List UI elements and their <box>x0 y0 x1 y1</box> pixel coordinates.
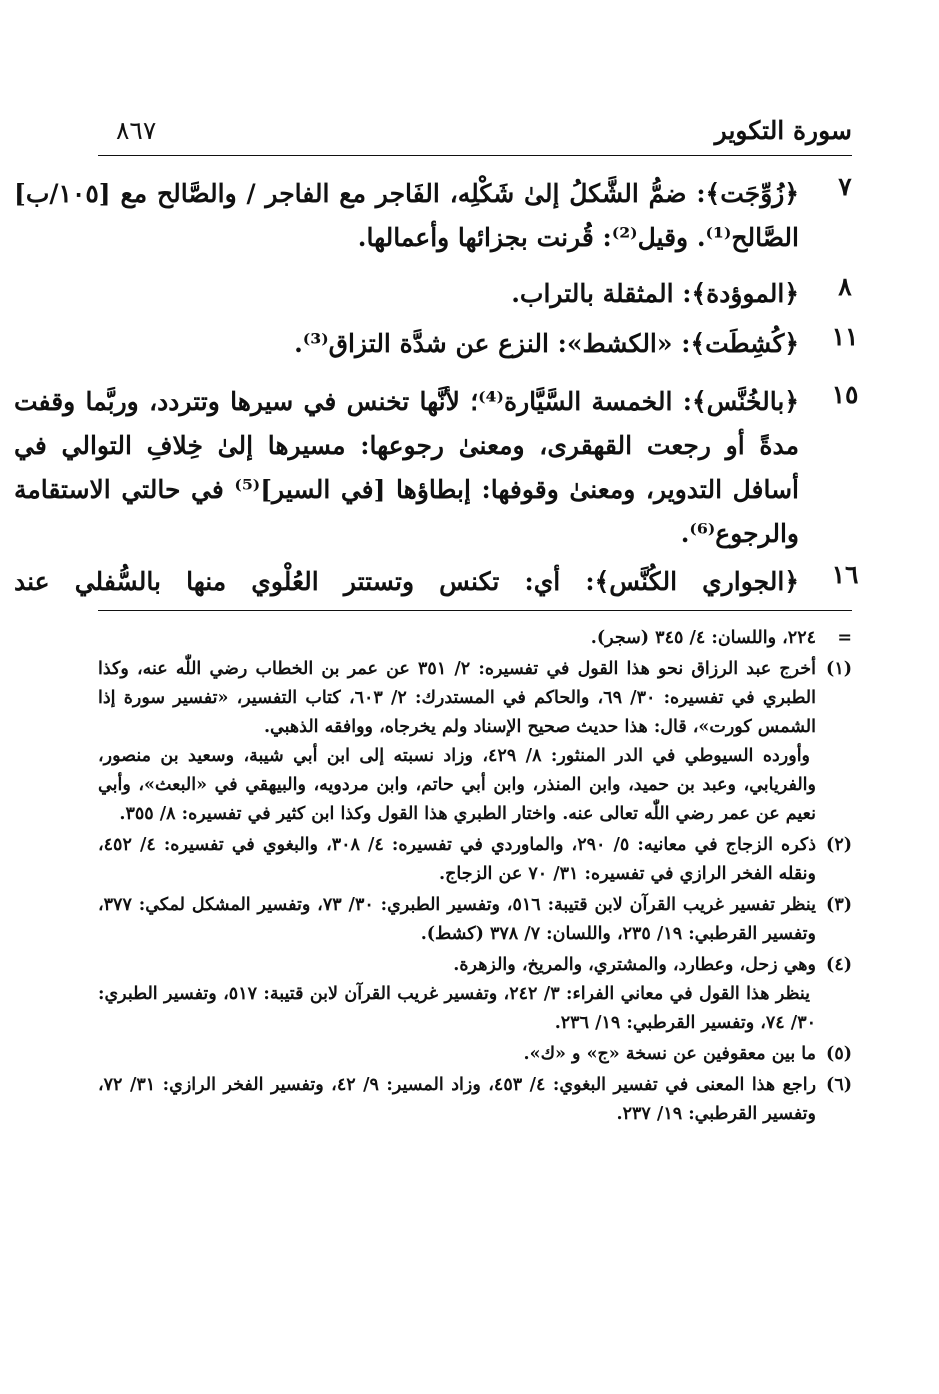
verse-entry-15 <box>14 380 859 556</box>
verse-entry-7 <box>14 172 859 260</box>
footnote-text: وأورده السيوطي في الدر المنثور: ٨/ ٤٢٩، وزاد نسبته إلى ابن أبي شيبة، وسعيد بن منصور، والفريابي، وعبد بن حميد، وابن المنذر، وابن أبي حاتم، وابن مردويه، والبيهقي في «البعث»، وأبي نعيم عن عمر رضي اللّٰه تعالى عنه. واختار الطبري هذا القول وكذا ابن كثير في تفسيره: ٨/ ٣٥٥. <box>98 746 816 824</box>
verse-commentary: ﴿بالخُنَّس﴾: الخمسة السَّيَّارة⁽⁴⁾؛ لأنَّها تخنس في سيرها وتتردد، وربَّما وقفت مدةً أو رجعت القهقرى، ومعنىٰ رجوعها: مسيرها إلىٰ خِلافِ التوالي في أسافل التدوير، ومعنىٰ وقوفها: إبطاؤها [في السير]⁽⁵⁾ في حالتي الاستقامة والرجوع⁽⁶⁾. <box>14 387 799 548</box>
footnote-2 <box>98 831 852 889</box>
footnote-3 <box>98 891 852 949</box>
header-divider <box>98 155 852 156</box>
footnote-text: ينظر تفسير غريب القرآن لابن قتيبة: ٥١٦، وتفسير الطبري: ٣٠/ ٧٣، وتفسير المشكل لمكي: ٣٧٧، وتفسير القرطبي: ١٩/ ٢٣٥، واللسان: ٧/ ٣٧٨ (كشط). <box>98 895 816 944</box>
verse-entry-16 <box>14 560 859 604</box>
verse-number: ١٦ <box>831 560 859 589</box>
verse-entry-11 <box>14 322 859 366</box>
verse-number: ٨ <box>838 272 852 301</box>
footnote-mark: = <box>837 628 852 648</box>
footnote-mark: (٤) <box>826 955 852 975</box>
footnote-text: ٢٢٤، واللسان: ٤/ ٣٤٥ (سجر). <box>590 628 816 648</box>
footnote-text: ذكره الزجاج في معانيه: ٥/ ٢٩٠، والماوردي في تفسيره: ٤/ ٣٠٨، والبغوي في تفسيره: ٤/ ٤٥٢، ونقله الفخر الرازي في تفسيره: ٣١/ ٧٠ عن الزجاج. <box>98 835 816 884</box>
footnote-text: راجع هذا المعنى في تفسير البغوي: ٤/ ٤٥٣، وزاد المسير: ٩/ ٤٢، وتفسير الفخر الرازي: ٣١/ ٧٢، وتفسير القرطبي: ١٩/ ٢٣٧. <box>98 1075 817 1124</box>
verse-number: ١٥ <box>831 380 859 409</box>
footnote-continued <box>98 624 852 653</box>
verse-commentary: ﴿الجواري الكُنَّس﴾: أي: تكنس وتستتر العُلْوي منها بالسُّفلي عند <box>14 567 799 596</box>
footnote-divider <box>98 610 852 611</box>
verse-number: ١١ <box>831 322 859 351</box>
footnote-mark: (٦) <box>826 1075 852 1095</box>
footnote-1 <box>98 655 852 829</box>
footnote-6 <box>98 1071 852 1129</box>
verse-commentary: ﴿الموؤدة﴾: المثقلة بالتراب. <box>511 279 799 308</box>
footnote-4 <box>98 951 852 1038</box>
verse-commentary: ﴿زُوِّجَت﴾: ضمُّ الشَّكلُ إلىٰ شَكْلِه، الفَاجر مع الفاجر / والصَّالح مع [١٠٥/ب] الصَّالح⁽¹⁾. وقيل⁽²⁾: قُرنت بجزائها وأعمالها. <box>14 179 799 252</box>
verse-commentary: ﴿كُشِطَت﴾: «الكشط»: النزع عن شدَّة التزاق⁽³⁾. <box>294 329 799 358</box>
verse-entry-8 <box>14 272 859 316</box>
footnote-5 <box>98 1040 852 1069</box>
footnote-text: ينظر هذا القول في معاني الفراء: ٣/ ٢٤٢، وتفسير غريب القرآن لابن قتيبة: ٥١٧، وتفسير الطبري: ٣٠/ ٧٤، وتفسير القرطبي: ١٩/ ٢٣٦. <box>98 984 816 1033</box>
footnote-text: وهي زحل، وعطارد، والمشتري، والمريخ، والزهرة. <box>453 955 816 975</box>
footnote-mark: (٥) <box>826 1044 852 1064</box>
footnote-mark: (١) <box>826 659 852 679</box>
footnotes <box>98 624 852 1131</box>
running-header <box>98 112 852 152</box>
footnote-mark: (٢) <box>826 835 852 855</box>
surah-title: سورة التكوير <box>714 116 852 145</box>
verse-number: ٧ <box>838 172 852 201</box>
footnote-text: أخرج عبد الرزاق نحو هذا القول في تفسيره: ٢/ ٣٥١ عن عمر بن الخطاب رضي اللّٰه عنه، وكذا الطبري في تفسيره: ٣٠/ ٦٩، والحاكم في المستدرك: ٢/ ٦٠٣، كتاب التفسير، «تفسير سورة إذا الشمس كورت»، قال: هذا حديث صحيح الإسناد ولم يخرجاه، ووافقه الذهبي. <box>98 659 817 737</box>
footnote-text: ما بين معقوفين عن نسخة «ج» و «ك». <box>523 1044 816 1064</box>
footnote-mark: (٣) <box>826 895 852 915</box>
page-number: ٨٦٧ <box>116 116 157 145</box>
